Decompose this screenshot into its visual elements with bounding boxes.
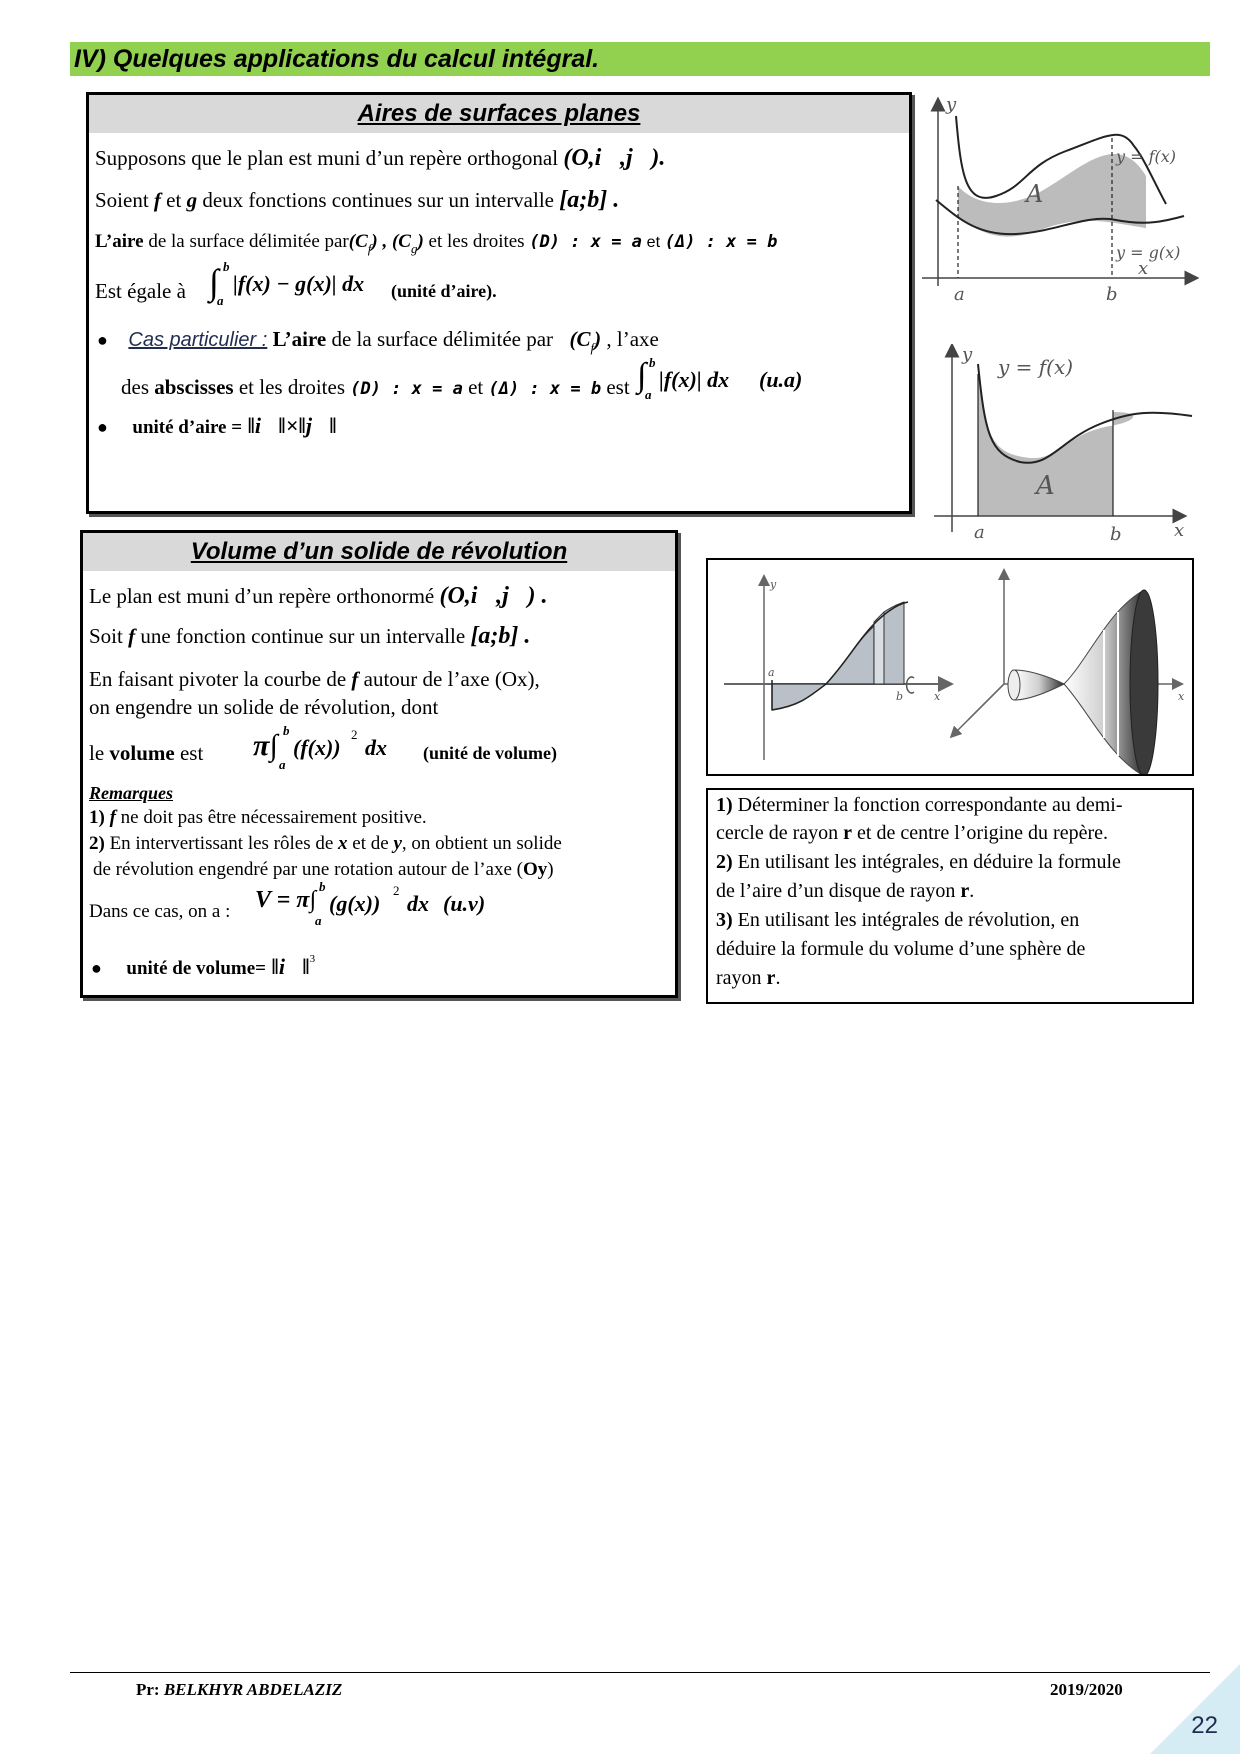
x-label-3d: x	[1178, 690, 1185, 703]
revolution-arrow-3d	[954, 684, 1004, 734]
footer-year: 2019/2020	[1050, 1680, 1123, 1699]
exercise-q2-line2: de l’aire d’un disque de rayon r.	[716, 880, 975, 902]
revolution-figure	[706, 558, 1194, 776]
volume-formula: π∫ b a (f(x)) 2 dx	[253, 723, 387, 772]
x-axis-label: x	[1174, 520, 1185, 541]
solid-left-cone	[1014, 670, 1064, 700]
case-line: Dans ce cas, on a :	[89, 901, 231, 922]
volume-line-2: Soit f une fonction continue sur un intervalle [a;b] .	[89, 623, 531, 649]
aires-unit-note: (unité d’aire).	[391, 281, 497, 301]
remarque-2: 2) En intervertissant les rôles de x et de y, on obtient un solide	[89, 833, 562, 854]
aires-line-4: Est égale à	[95, 279, 186, 303]
y-axis-label: y	[946, 96, 957, 115]
exercise-q1-line2: cercle de rayon r et de centre l’origine du repère.	[716, 822, 1109, 844]
volume-unit-note: (unité de volume)	[423, 743, 557, 763]
volume-box	[80, 530, 678, 998]
unite-aire-line: ● unité d’aire = ‖i⃗‖×‖j⃗‖	[97, 413, 337, 438]
slice-fill-2	[884, 602, 904, 684]
y-axis-label: y	[962, 344, 973, 365]
aires-line-1: Supposons que le plan est muni d’un repère orthogonal (O,i⃗,j⃗).	[95, 145, 666, 171]
y-label-2d: y	[770, 578, 777, 591]
aires-line-2: Soient f et g deux fonctions continues sur un intervalle [a;b] .	[95, 187, 620, 213]
a-label-2d: a	[768, 666, 775, 679]
remarque-2-line-2: de révolution engendré par une rotation autour de l’axe (Oy)	[93, 859, 554, 880]
volume-line-1: Le plan est muni d’un repère orthonormé (O,i⃗,j⃗) .	[89, 583, 548, 609]
solid-right-face	[1130, 590, 1158, 774]
volume-title: Volume d’un solide de révolution	[83, 533, 675, 571]
aires-box	[86, 92, 912, 514]
area-label: A	[1036, 471, 1055, 501]
exercise-q2-line1: 2) En utilisant les intégrales, en déduire la formule	[716, 851, 1121, 873]
b-label: b	[1110, 524, 1122, 542]
cas-particulier-line-2: des abscisses et les droites (D) : x = a et (Δ) : x = b est	[121, 375, 630, 399]
solid-left-face	[1008, 670, 1020, 700]
remarque-1: 1) f ne doit pas être nécessairement positive.	[89, 807, 427, 828]
region-below-axis	[772, 684, 826, 710]
bullet-icon: ●	[91, 958, 102, 978]
remarques-title: Remarques	[89, 783, 174, 803]
unite-volume-line: ● unité de volume= ‖i⃗‖$^3$	[91, 953, 316, 979]
exercise-q3-line1: 3) En utilisant les intégrales de révolution, en	[716, 909, 1080, 931]
bullet-icon: ●	[97, 330, 108, 350]
a-label: a	[974, 522, 985, 542]
page-number: 22	[1191, 1712, 1218, 1739]
revolution-figure-svg	[708, 560, 1192, 774]
region-a-fill	[958, 154, 1146, 237]
f-label: y = f(x)	[998, 355, 1074, 379]
page-corner-decoration	[1150, 1664, 1240, 1754]
footer-author: Pr: BELKHYR ABDELAZIZ	[136, 1680, 343, 1699]
bullet-icon: ●	[97, 417, 108, 437]
exercise-box	[706, 788, 1194, 1004]
region-a-fill	[978, 364, 1133, 516]
exercise-q3-line2: déduire la formule du volume d’une sphère de	[716, 938, 1086, 960]
case-formula: V = π∫ b a (g(x)) 2 dx (u.v)	[255, 879, 486, 928]
a-label: a	[954, 284, 965, 304]
aires-line-3: L’aire de la surface délimitée $par(C_f)$ , $(C_g)$ et les droites (D) : x = a et (Δ) : x = b	[95, 231, 778, 256]
area-label: A	[1026, 180, 1044, 208]
b-label: b	[1106, 284, 1118, 304]
volume-line-5: le volume est	[89, 741, 204, 765]
graph-area-under-curve	[930, 344, 1200, 542]
aires-integral-formula: ∫ b a |f(x) − g(x)| dx	[209, 259, 365, 308]
b-label-2d: b	[896, 690, 904, 703]
volume-line-4: on engendre un solide de révolution, dont	[89, 695, 439, 719]
footer-rule	[70, 1672, 1210, 1673]
exercise-q1-line1: 1) Déterminer la fonction correspondante au demi-	[716, 794, 1123, 816]
cas-particulier-line: ● Cas particulier : L’aire de la surface délimitée par $(C_f)$ , l’axe	[97, 327, 659, 355]
volume-line-3: En faisant pivoter la courbe de f autour de l’axe (Ox),	[89, 667, 540, 691]
aires-title: Aires de surfaces planes	[89, 95, 909, 133]
exercise-q3-line3: rayon r.	[716, 967, 781, 989]
cas-integral-formula: ∫ b a |f(x)| dx (u.a)	[637, 355, 803, 402]
x-axis-label: x	[1138, 258, 1149, 279]
x-label-2d: x	[934, 690, 941, 703]
graph-area-between-curves	[916, 96, 1206, 304]
section-title: IV) Quelques applications du calcul intégral.	[70, 42, 1210, 76]
f-label: y = f(x)	[1116, 147, 1177, 166]
g-label: y = g(x)	[1116, 243, 1181, 262]
